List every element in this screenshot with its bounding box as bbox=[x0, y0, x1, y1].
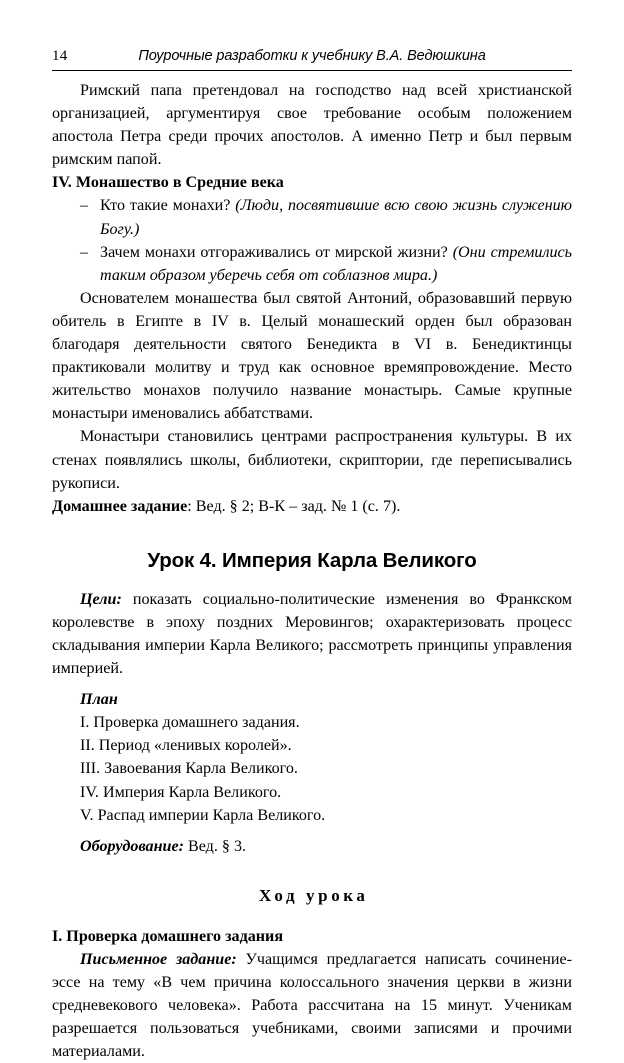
page-number: 14 bbox=[52, 48, 68, 64]
paragraph-goals bbox=[52, 588, 572, 680]
plan-item: III. Завоевания Карла Великого. bbox=[80, 760, 298, 778]
written-task-label: Письменное задание: bbox=[80, 950, 237, 968]
spacer bbox=[52, 827, 572, 835]
spacer bbox=[52, 858, 572, 884]
lesson-title: Урок 4. Империя Карла Великого bbox=[147, 548, 477, 572]
answer-text: (Они стремились таким образом уберечь себя от соблазнов мира.) bbox=[100, 243, 572, 284]
plan-item: II. Период «ленивых королей». bbox=[80, 737, 292, 755]
paragraph-monasteries: Монастыри становились центрами распространения культуры. В их стенах появлялись школы, библиотеки, скриптории, где переписывались рукописи. bbox=[52, 428, 572, 492]
paragraph-written-task bbox=[52, 948, 572, 1063]
paragraph-saint-antony: Основателем монашества был святой Антоний, образовавший первую обитель в Египте в IV в. Целый монашеский орден был образован благодаря деятельности святого Бенедикта в VI в. Бенедиктинцы практиковали молитву и труд как основное времяпровождение. Место жительство монахов получило название монастырь. Самые крупные монастыри именовались аббатствами. bbox=[52, 289, 572, 423]
running-title: Поурочные разработки к учебнику В.А. Ведюшкина bbox=[138, 48, 486, 64]
text-column bbox=[52, 79, 572, 1063]
homework-label: Домашнее задание bbox=[52, 497, 188, 515]
list-item bbox=[52, 194, 572, 240]
equipment-line bbox=[52, 835, 572, 858]
plan-item: V. Распад империи Карла Великого. bbox=[80, 806, 326, 824]
homework-value: : Вед. § 2; В-К – зад. № 1 (с. 7). bbox=[187, 497, 401, 515]
spacer bbox=[52, 907, 572, 925]
homework-line bbox=[52, 495, 572, 518]
spacer bbox=[52, 518, 572, 548]
written-task-text: Учащимся предлагается написать сочинение-эссе на тему «В чем причина колоссального значения церкви в жизни средневекового человека». Работа рассчитана на 15 минут. Ученикам разрешается пользоваться учебниками, своими записями и прочими материалами. bbox=[52, 950, 573, 1061]
header-divider bbox=[52, 70, 572, 71]
dash-bullet-icon: – bbox=[80, 197, 89, 215]
equipment-label: Оборудование: bbox=[80, 837, 184, 855]
heading-section-iv: IV. Монашество в Средние века bbox=[52, 174, 284, 192]
question-text: Кто такие монахи? bbox=[100, 197, 236, 215]
course-of-lesson-heading: Ход урока bbox=[259, 885, 369, 905]
plan-item: I. Проверка домашнего задания. bbox=[80, 714, 300, 732]
paragraph-roman-pope: Римский папа претендовал на господство над всей христианской организацией, аргументируя свое требование особым положением апостола Петра среди прочих апостолов. А именно Петр и был первым римским папой. bbox=[52, 82, 572, 169]
list-item bbox=[52, 241, 572, 287]
spacer bbox=[52, 680, 572, 688]
running-head bbox=[52, 46, 572, 68]
equipment-value: Вед. § 3. bbox=[183, 837, 247, 855]
dash-bullet-icon: – bbox=[80, 243, 89, 261]
spacer bbox=[52, 574, 572, 588]
goals-label: Цели: bbox=[80, 590, 122, 608]
answer-text: (Люди, посвятившие всю свою жизнь служению Богу.) bbox=[100, 197, 572, 238]
goals-text: показать социально-политические изменения во Франкском королевстве в эпоху поздних Меровингов; охарактеризовать процесс складывания империи Карла Великого; рассмотреть принципы управления империей. bbox=[52, 590, 572, 678]
plan-label: План bbox=[80, 691, 118, 709]
question-text: Зачем монахи отгораживались от мирской жизни? bbox=[100, 243, 453, 261]
heading-step-i: I. Проверка домашнего задания bbox=[52, 927, 284, 945]
plan-item: IV. Империя Карла Великого. bbox=[80, 783, 282, 801]
